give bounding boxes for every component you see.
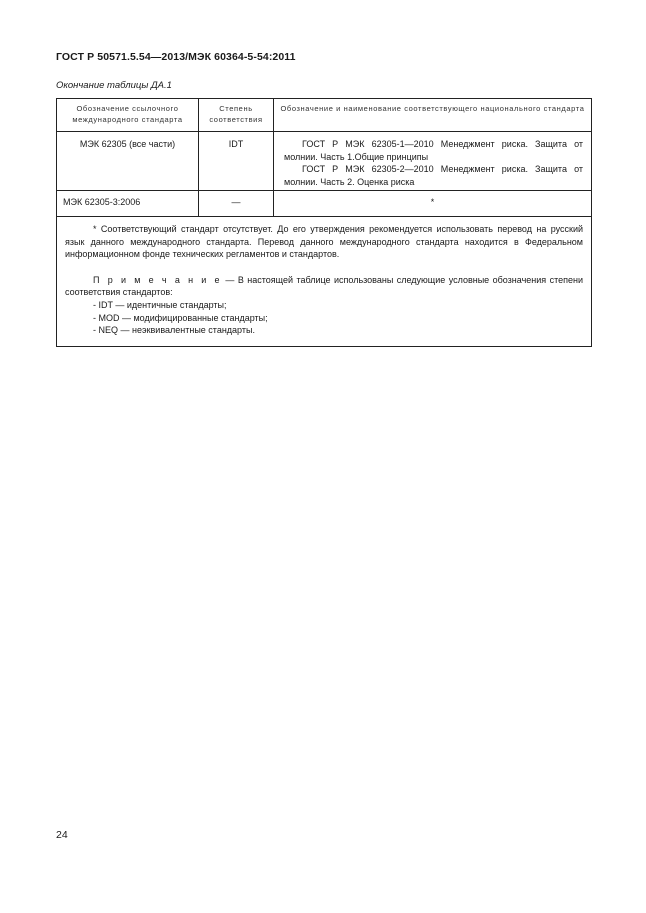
note-text: — В настоящей таблице использованы следующие условные обозначения степени соответствия стандартов: bbox=[65, 274, 583, 298]
column-header-degree: Степень соответствия bbox=[199, 99, 274, 132]
table-caption: Окончание таблицы ДА.1 bbox=[56, 80, 172, 91]
table-footnotes bbox=[57, 217, 591, 346]
table-cell-degree: IDT bbox=[199, 132, 274, 191]
column-header-national: Обозначение и наименование соответствующего национального стандарта bbox=[274, 99, 591, 132]
column-header-reference: Обозначение ссылочного международного стандарта bbox=[57, 99, 199, 132]
page-number: 24 bbox=[56, 829, 68, 841]
note-item: - NEQ — неэквивалентные стандарты. bbox=[93, 325, 255, 336]
note-item: - MOD — модифицированные стандарты; bbox=[93, 312, 268, 323]
note-label: П р и м е ч а н и е bbox=[93, 274, 222, 285]
national-standard-entry: ГОСТ Р МЭК 62305-2—2010 Менеджмент риска. Защита от молнии. Часть 2. Оценка риска bbox=[284, 164, 583, 187]
note-paragraph bbox=[65, 274, 583, 299]
table-cell-national bbox=[274, 132, 591, 191]
table-cell-national: * bbox=[274, 191, 591, 217]
table-cell-reference: МЭК 62305-3:2006 bbox=[57, 191, 199, 217]
note-item: - IDT — идентичные стандарты; bbox=[93, 299, 227, 310]
standards-table bbox=[56, 98, 592, 347]
table-cell-degree: — bbox=[199, 191, 274, 217]
document-header: ГОСТ Р 50571.5.54—2013/МЭК 60364-5-54:2011 bbox=[56, 51, 296, 63]
table-cell-reference: МЭК 62305 (все части) bbox=[57, 132, 199, 191]
national-standard-entry: ГОСТ Р МЭК 62305-1—2010 Менеджмент риска. Защита от молнии. Часть 1.Общие принципы bbox=[284, 139, 583, 162]
footnote-text: * Соответствующий стандарт отсутствует. До его утверждения рекомендуется использовать перевод на русский язык данного международного стандарта. Перевод данного международного стандарта находится в Федеральном информационном фонде технических регламентов и стандартов. bbox=[65, 224, 583, 260]
